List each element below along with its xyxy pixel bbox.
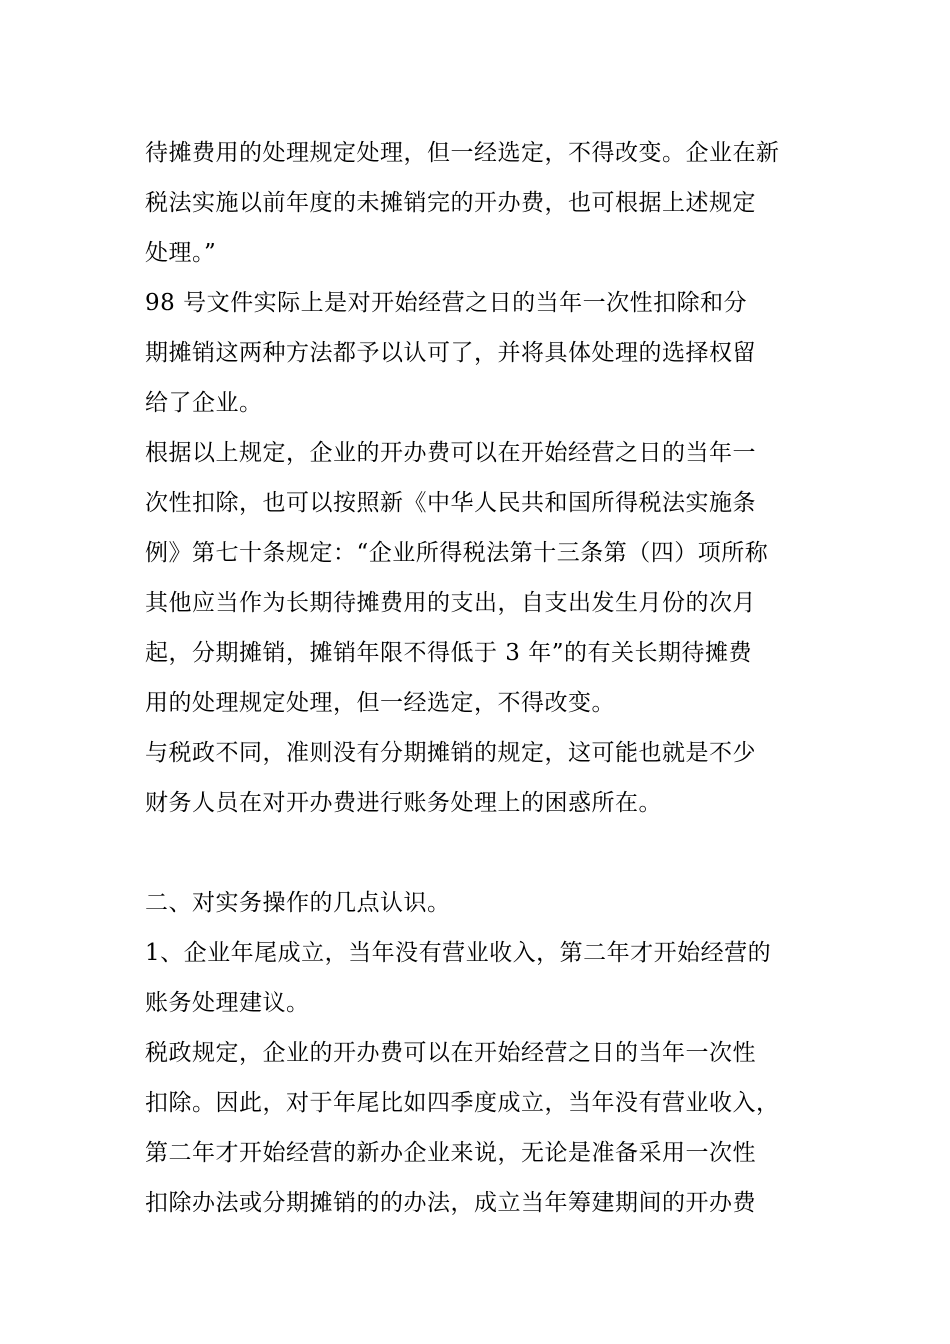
text-line: 税政规定，企业的开办费可以在开始经营之日的当年一次性 — [145, 1040, 756, 1066]
text-line: 待摊费用的处理规定处理，但一经选定，不得改变。企业在新 — [145, 140, 780, 166]
text-line: 税法实施以前年度的未摊销完的开办费，也可根据上述规定 — [145, 190, 756, 216]
section-heading: 二、对实务操作的几点认识。 — [145, 890, 451, 916]
text-line: 账务处理建议。 — [145, 990, 310, 1016]
text-line: 98 号文件实际上是对开始经营之日的当年一次性扣除和分 — [145, 290, 748, 316]
text-line: 第二年才开始经营的新办企业来说，无论是准备采用一次性 — [145, 1140, 756, 1166]
paragraph-gap — [145, 828, 810, 878]
text-line: 用的处理规定处理，但一经选定，不得改变。 — [145, 690, 615, 716]
text-line: 处理。” — [145, 240, 217, 266]
text-line: 财务人员在对开办费进行账务处理上的困惑所在。 — [145, 790, 662, 816]
text-line: 期摊销这两种方法都予以认可了，并将具体处理的选择权留 — [145, 340, 756, 366]
text-line: 给了企业。 — [145, 390, 263, 416]
text-line: 1、企业年尾成立，当年没有营业收入，第二年才开始经营的 — [145, 940, 772, 966]
text-line: 例》第七十条规定：“企业所得税法第十三条第（四）项所称 — [145, 540, 769, 566]
text-line: 次性扣除，也可以按照新《中华人民共和国所得税法实施条 — [145, 490, 756, 516]
text-line: 扣除办法或分期摊销的的办法，成立当年筹建期间的开办费 — [145, 1190, 756, 1216]
text-line: 扣除。因此，对于年尾比如四季度成立，当年没有营业收入， — [145, 1090, 780, 1116]
text-line: 根据以上规定，企业的开办费可以在开始经营之日的当年一 — [145, 440, 756, 466]
document-page — [145, 128, 810, 1228]
text-line: 与税政不同，准则没有分期摊销的规定，这可能也就是不少 — [145, 740, 756, 766]
text-line: 起，分期摊销，摊销年限不得低于 3 年”的有关长期待摊费 — [145, 640, 753, 666]
text-line: 其他应当作为长期待摊费用的支出，自支出发生月份的次月 — [145, 590, 756, 616]
